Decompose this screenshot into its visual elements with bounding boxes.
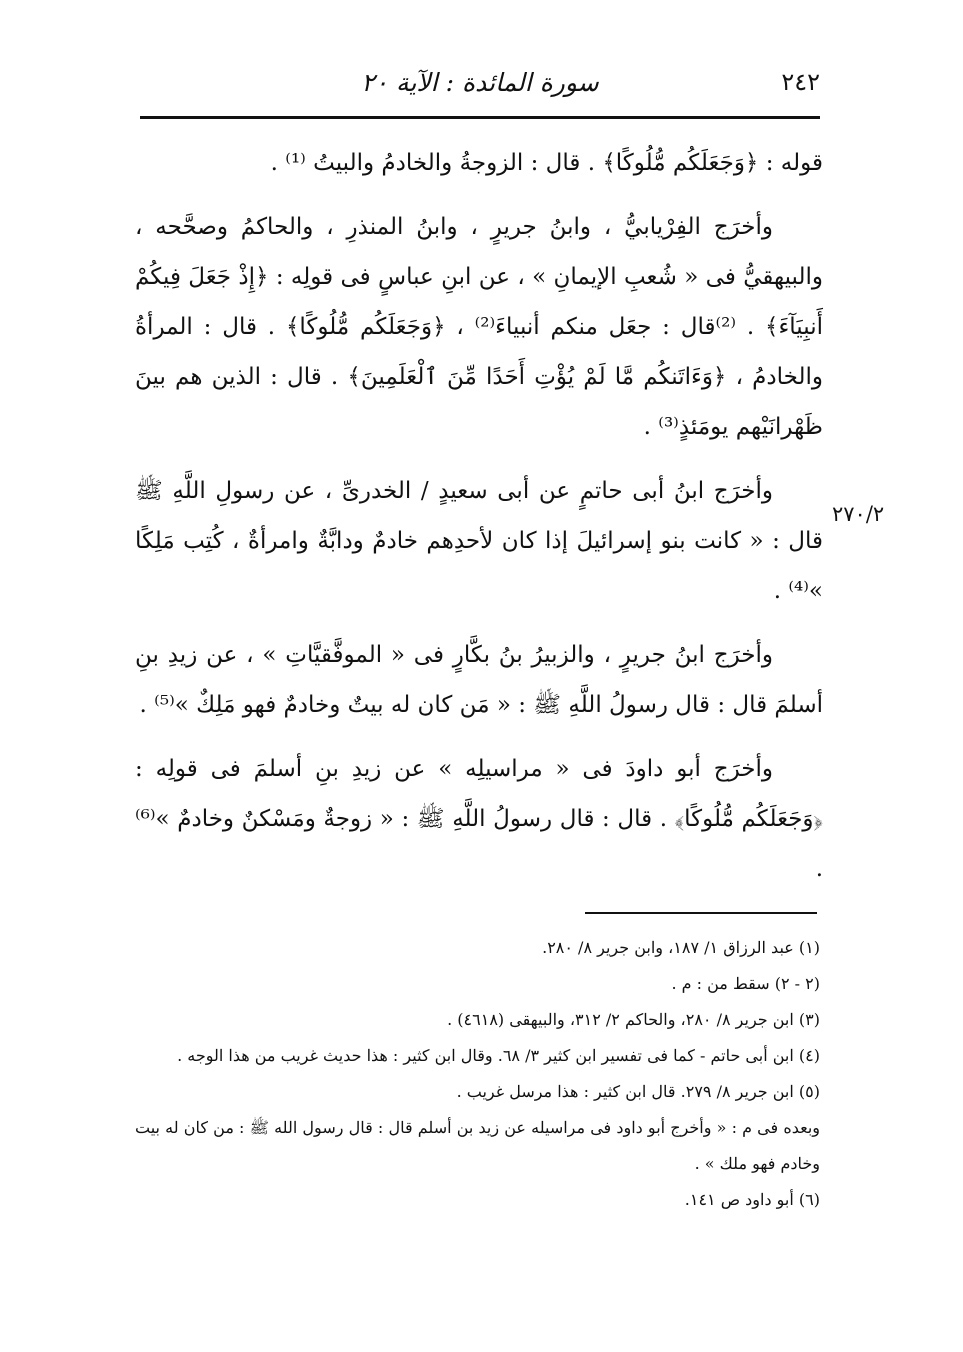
footnote-4: (٤) ابن أبى حاتم - كما فى تفسير ابن كثير ٣/ ٦٨. وقال ابن كثير : هذا حديث غريب من هذا الوجه . (177, 1046, 820, 1065)
footnote-5-continuation: وبعده فى م : « وأخرج أبو داود فى مراسيله عن زيد بن أسلم قال : قال رسول الله ﷺ : من كان له بيت وخادم فهو ملك » . (135, 1118, 820, 1173)
paragraph-4 (135, 630, 823, 730)
margin-reference-marker: ٢٧٠/٢ (832, 502, 885, 526)
paragraph-2 (135, 202, 823, 452)
footnote-2: (٢ - ٢) سقط من : م . (671, 974, 820, 993)
paragraph-1 (135, 138, 823, 188)
paragraph-1-text: قوله : ﴿وَجَعَلَكُم مُّلُوكًا﴾ . قال : الزوجةُ والخادمُ والبيتُ ⁽¹⁾ . (270, 150, 823, 176)
paragraph-4-text: وأخرَج ابنُ جريرٍ ، والزبيرُ بنُ بكَّارٍ فى « الموفَّقيَّاتِ » ، عن زيدِ بنِ أسلمَ قال : قال رسولُ اللَّهِ ﷺ : « مَن كان له بيتٌ وخادمٌ فهو مَلِكٌ »⁽⁵⁾ . (135, 642, 823, 718)
footnote-3: (٣) ابن جرير ٨/ ٢٨٠، والحاكم ٢/ ٣١٢، والبيهقى (٤٦١٨) . (447, 1010, 820, 1029)
paragraph-2-text: وأخرَج الفِرْيابيُّ ، وابنُ جريرٍ ، وابنُ المنذرِ ، والحاكمُ وصحَّحه ، والبيهقيُّ فى « شُعبِ الإيمانِ » ، عن ابنِ عباسٍ فى قولِه : ﴿إِذْ جَعَلَ فِيكُمْ أَنبِيَآءَ﴾ . ⁽²⁾قال : جعَل منكم أنبياءَ⁽²⁾ ، ﴿وَجَعَلَكُم مُّلُوكًا﴾ . قال : المرأةُ والخادمُ ، ﴿وَءَاتَنكُم مَّا لَمْ يُؤْتِ أَحَدًا مِّنَ ٱلْعَلَمِينَ﴾ . قال : الذين هم بينَ ظَهْرانَيْهم يومَئذٍ⁽³⁾ . (135, 214, 823, 440)
header-rule (140, 116, 820, 119)
paragraph-3 (135, 466, 823, 616)
main-text (135, 138, 823, 908)
footnote-5: (٥) ابن جرير ٨/ ٢٧٩. قال ابن كثير : هذا مرسل غريب . (456, 1082, 820, 1101)
page-header (140, 62, 820, 112)
footnote-1: (١) عبد الرزاق ١/ ١٨٧، وابن جرير ٨/ ٢٨٠. (542, 938, 820, 957)
footnote-6: (٦) أبو داود ص ١٤١. (684, 1190, 820, 1209)
footnote-rule (585, 912, 817, 914)
paragraph-5 (135, 744, 823, 894)
page-number: ٢٤٢ (781, 68, 820, 96)
paragraph-5-text: وأخرَج أبو داودَ فى « مراسيلِه » عن زيدِ بنِ أسلمَ فى قولِه : ﴿وَجَعَلَكُم مُّلُوكًا﴾ . قال : قال رسولُ اللَّهِ ﷺ : « زوجةٌ ومَسْكنٌ وخادمٌ »⁽⁶⁾ . (135, 756, 823, 882)
paragraph-3-text: وأخرَج ابنُ أبى حاتمٍ عن أبى سعيدٍ / الخدرىِّ ، عن رسولِ اللَّهِ ﷺ قال : « كانت بنو إسرائيلَ إذا كان لأحدِهم خادمٌ ودابَّةٌ وامرأةٌ ، كُتِب مَلِكًا »⁽⁴⁾ . (135, 478, 823, 604)
running-title: سورة المائدة : الآية ٢٠ (361, 68, 599, 97)
footnotes (135, 930, 820, 1218)
